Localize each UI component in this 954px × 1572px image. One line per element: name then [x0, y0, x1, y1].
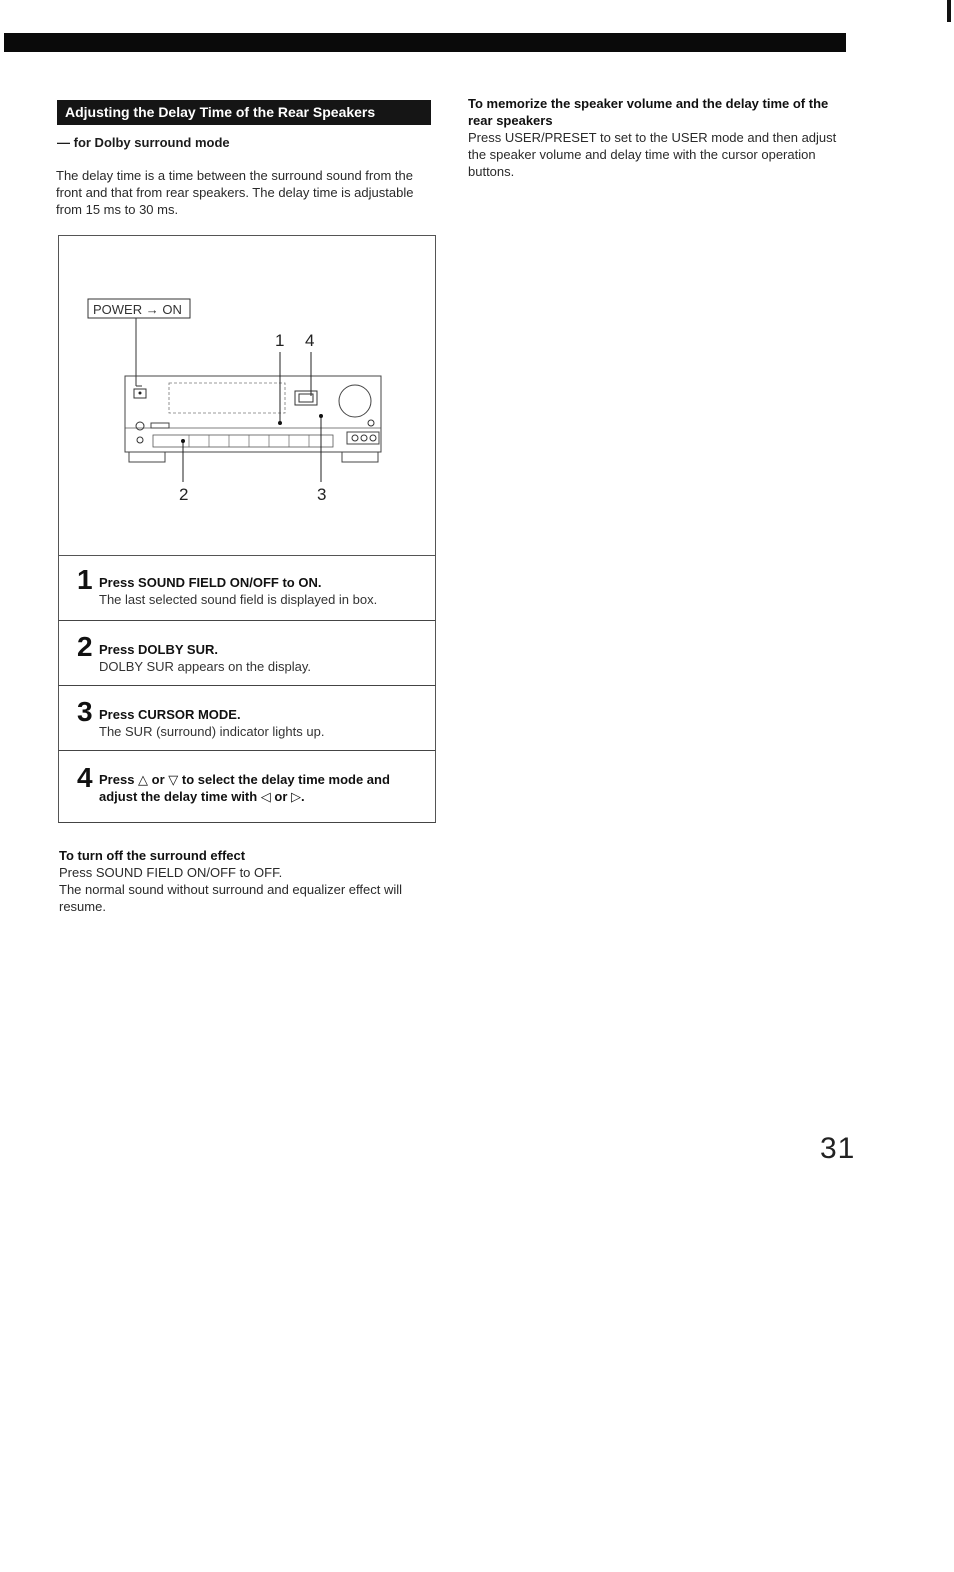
callout-4: 4: [305, 331, 315, 350]
receiver-body: [125, 376, 381, 452]
step-number: 3: [77, 696, 93, 727]
section-title: Adjusting the Delay Time of the Rear Speakers: [57, 100, 431, 125]
callout-2: 2: [179, 485, 189, 504]
volume-knob: [339, 385, 371, 417]
turn-off-note: [59, 847, 439, 915]
power-label: POWER → ON: [93, 302, 182, 317]
step-number: 2: [77, 631, 93, 662]
step-1: [58, 556, 436, 621]
memorize-text: Press USER/PRESET to set to the USER mode and then adjust the speaker volume and delay time with the cursor operation buttons.: [468, 130, 837, 179]
step-title: Press CURSOR MODE.: [99, 707, 241, 722]
callout-1: 1: [275, 331, 285, 350]
receiver-diagram: [59, 236, 435, 556]
receiver-illustration: [58, 235, 436, 556]
turn-off-line-1: Press SOUND FIELD ON/OFF to OFF.: [59, 865, 283, 880]
step-description: DOLBY SUR appears on the display.: [99, 659, 311, 674]
step-2: [58, 621, 436, 686]
step-description: The SUR (surround) indicator lights up.: [99, 724, 325, 739]
section-subtitle: — for Dolby surround mode: [57, 135, 230, 150]
step-title: Press DOLBY SUR.: [99, 642, 218, 657]
step-title: Press SOUND FIELD ON/OFF to ON.: [99, 575, 322, 590]
turn-off-line-2: The normal sound without surround and equalizer effect will resume.: [59, 882, 403, 914]
memorize-heading: To memorize the speaker volume and the delay time of the rear speakers: [468, 96, 829, 128]
edge-mark: [947, 0, 951, 22]
step-4: [58, 751, 436, 823]
step-number: 4: [77, 762, 93, 793]
callout-3: 3: [317, 485, 327, 504]
step-3: [58, 686, 436, 751]
step-title-continued: adjust the delay time with ◁ or ▷.: [99, 789, 305, 804]
intro-paragraph: The delay time is a time between the surround sound from the front and that from rear speakers. The delay time is adjustable from 15 ms to 30 ms.: [56, 168, 414, 217]
step-title: Press △ or ▽ to select the delay time mode and: [99, 772, 390, 787]
steps-list: [58, 555, 436, 823]
step-description: The last selected sound field is displayed in box.: [99, 592, 378, 607]
memorize-note: [468, 95, 840, 180]
step-number: 1: [77, 564, 93, 595]
page-number: 31: [820, 1132, 856, 1165]
header-rule: [4, 33, 846, 52]
turn-off-heading: To turn off the surround effect: [59, 848, 246, 863]
